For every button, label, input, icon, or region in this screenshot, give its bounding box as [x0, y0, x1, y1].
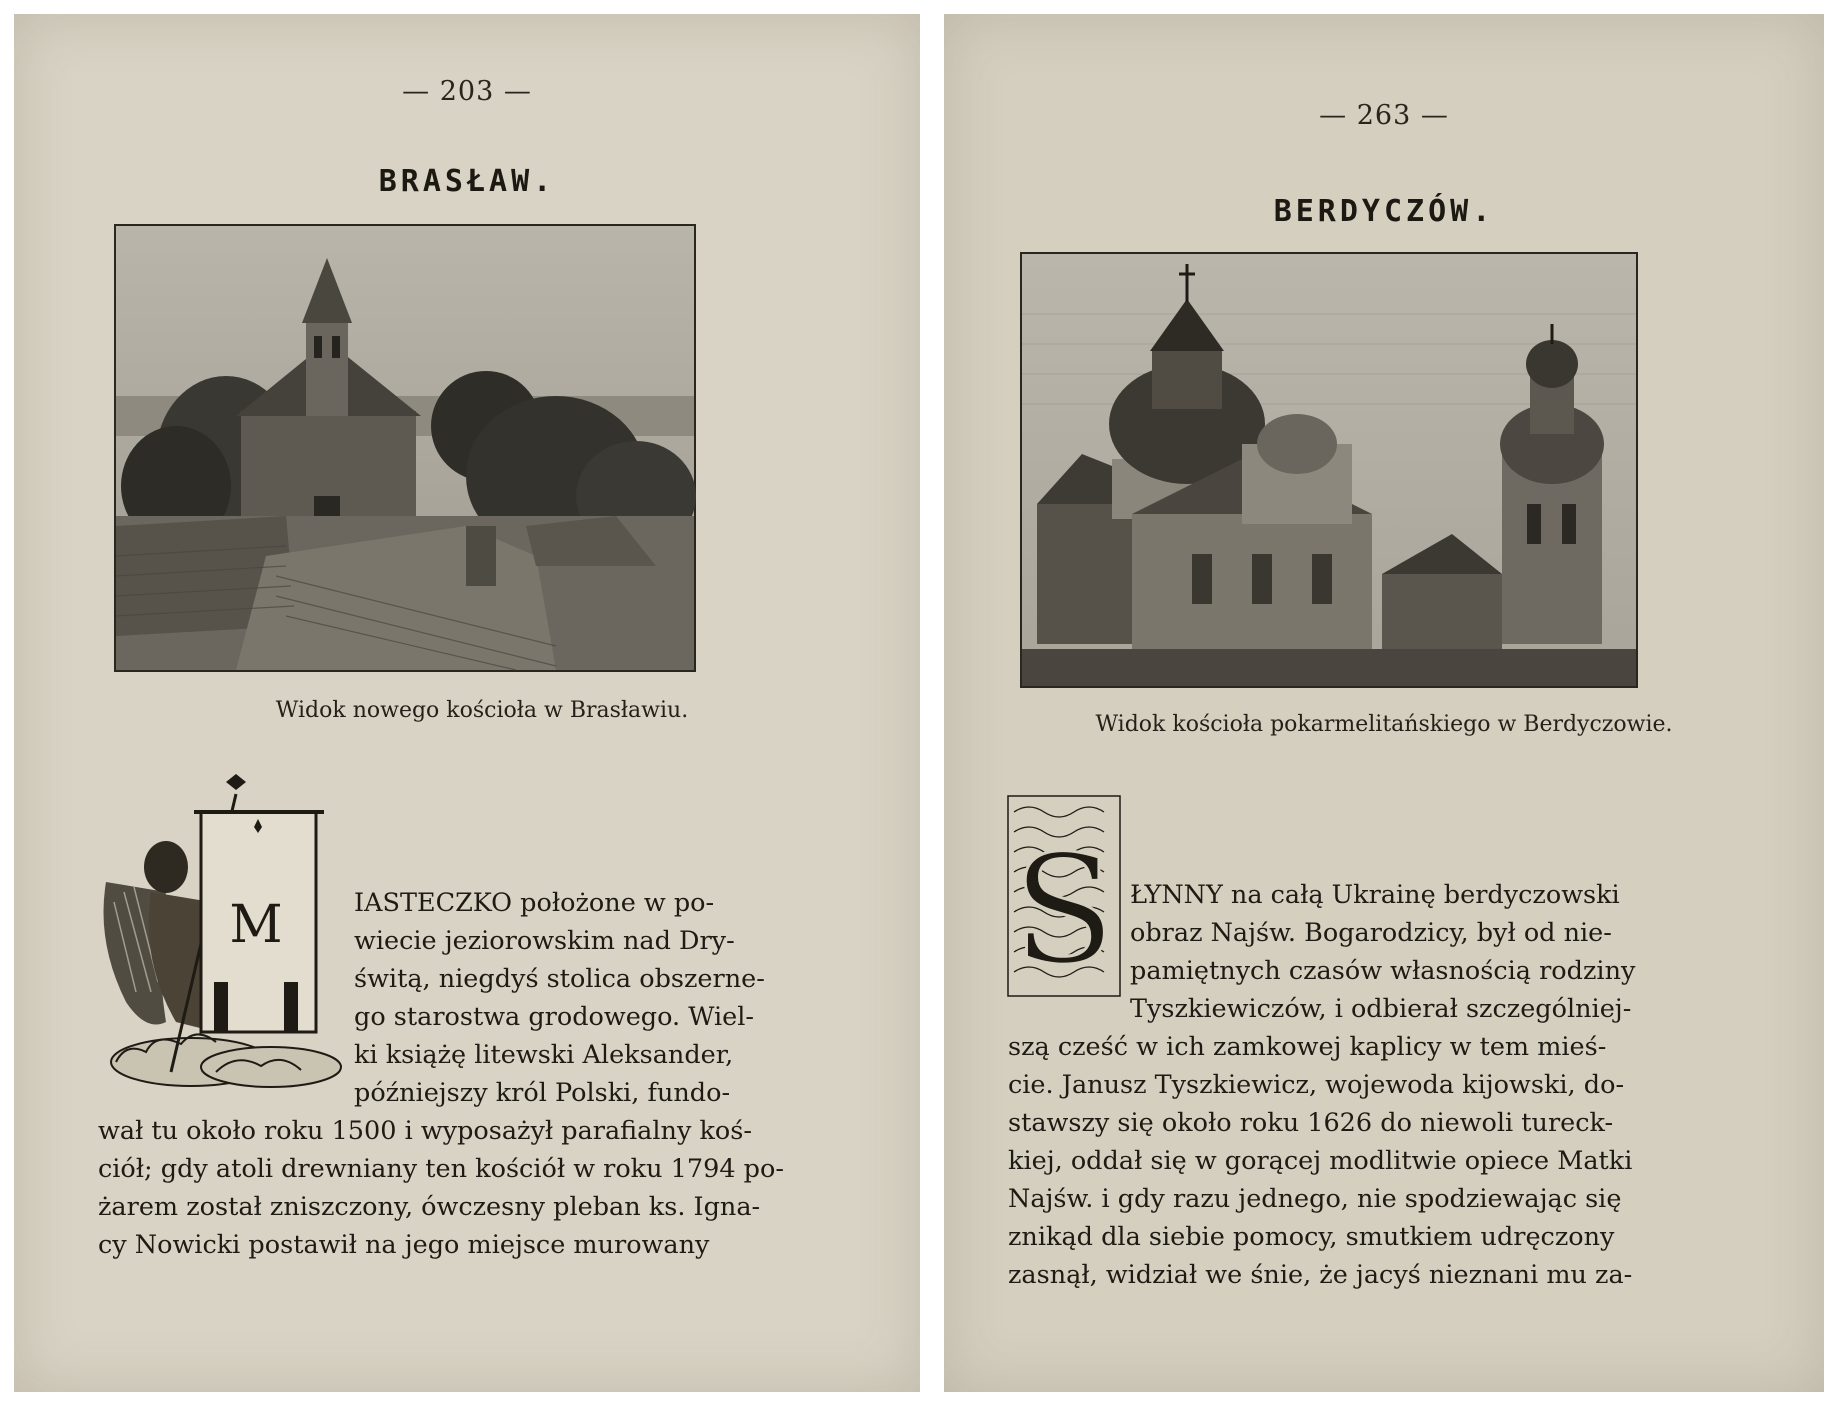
text-line: świtą, niegdyś stolica obszerne-	[354, 964, 765, 994]
text-line: wał tu około roku 1500 i wyposażył parafialny koś-	[98, 1116, 752, 1146]
drop-cap-letter: M	[229, 895, 283, 955]
text-line: kiej, oddał się w gorącej modlitwie opiece Matki	[1008, 1146, 1633, 1176]
page-number: — 263 —	[1319, 100, 1449, 131]
text-line: zasnął, widział we śnie, że jacyś nieznani mu za-	[1008, 1260, 1633, 1290]
photo-caption: Widok kościoła pokarmelitańskiego w Berdyczowie.	[1095, 712, 1673, 737]
body-text-indented	[354, 884, 765, 1112]
text-line: go starostwa grodowego. Wiel-	[354, 1002, 755, 1032]
text-line: żarem został zniszczony, ówczesny pleban ks. Igna-	[98, 1192, 761, 1222]
church-photo	[1020, 252, 1638, 688]
text-line: późniejszy król Polski, fundo-	[354, 1078, 731, 1108]
body-text-full	[1008, 1028, 1633, 1294]
text-line: cie. Janusz Tyszkiewicz, wojewoda kijowski, do-	[1008, 1070, 1625, 1100]
text-line: znikąd dla siebie pomocy, smutkiem udręczony	[1008, 1222, 1615, 1252]
text-line: ciół; gdy atoli drewniany ten kościół w roku 1794 po-	[98, 1154, 784, 1184]
text-line: stawszy się około roku 1626 do niewoli tureck-	[1008, 1108, 1614, 1138]
text-line: Tyszkiewiczów, i odbierał szczególniej-	[1130, 994, 1632, 1024]
text-line: ki książę litewski Aleksander,	[354, 1040, 734, 1070]
page-number: — 203 —	[402, 76, 532, 107]
text-line: cy Nowicki postawił na jego miejsce murowany	[98, 1230, 710, 1260]
angel-banner-ornament	[96, 772, 361, 1090]
page-title: BERDYCZÓW.	[1273, 194, 1495, 229]
page-title: BRASŁAW.	[378, 164, 556, 199]
text-line: wiecie jeziorowskim nad Dry-	[354, 926, 735, 956]
text-line: ŁYNNY na całą Ukrainę berdyczowski	[1130, 880, 1620, 910]
body-text-full	[98, 1112, 784, 1264]
drop-cap-letter: S	[1012, 824, 1116, 998]
text-line: pamiętnych czasów własnością rodziny	[1130, 956, 1636, 986]
drop-cap-ornament	[1002, 792, 1126, 1002]
photo-caption: Widok nowego kościoła w Brasławiu.	[275, 698, 689, 723]
text-line: Najśw. i gdy razu jednego, nie spodziewając się	[1008, 1184, 1622, 1214]
body-text-indented	[1130, 876, 1636, 1028]
left-page	[14, 14, 920, 1392]
right-page	[944, 14, 1824, 1392]
text-line: IASTECZKO położone w po-	[354, 888, 715, 918]
church-photo	[114, 224, 696, 672]
text-line: szą cześć w ich zamkowej kaplicy w tem mieś-	[1008, 1032, 1607, 1062]
text-line: obraz Najśw. Bogarodzicy, był od nie-	[1130, 918, 1612, 948]
